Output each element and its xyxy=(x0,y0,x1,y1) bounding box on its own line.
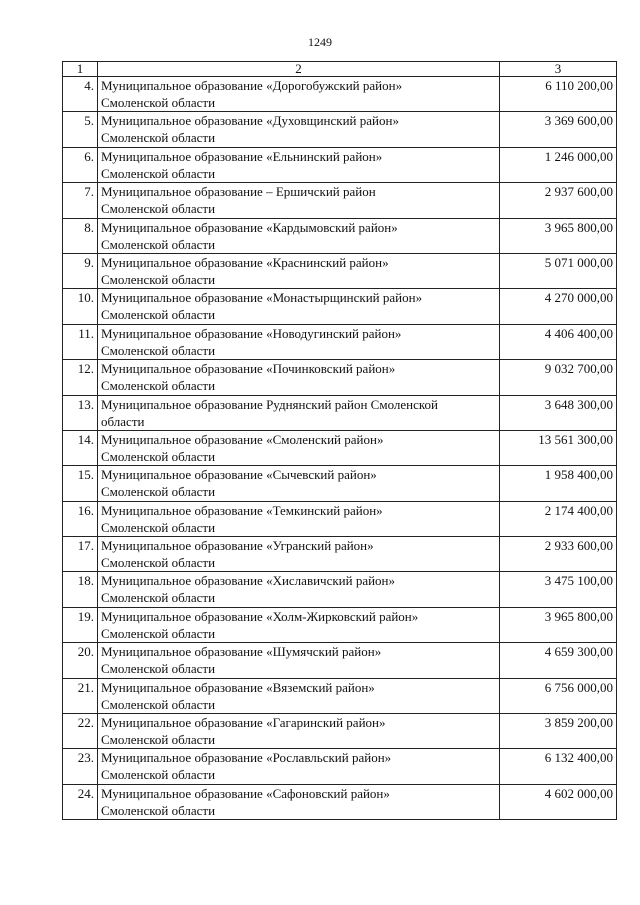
row-number: 6. xyxy=(63,147,98,182)
row-number: 18. xyxy=(63,572,98,607)
allocation-amount: 6 756 000,00 xyxy=(500,678,617,713)
allocation-amount: 3 965 800,00 xyxy=(500,218,617,253)
row-number: 16. xyxy=(63,501,98,536)
allocation-amount: 9 032 700,00 xyxy=(500,360,617,395)
table-row xyxy=(63,77,617,112)
allocation-amount: 3 475 100,00 xyxy=(500,572,617,607)
page-number: 1249 xyxy=(308,35,332,49)
municipality-name: Муниципальное образование «Монастырщинский район» Смоленской области xyxy=(98,289,500,324)
table-row xyxy=(63,289,617,324)
allocation-amount: 3 859 200,00 xyxy=(500,714,617,749)
allocation-amount: 3 369 600,00 xyxy=(500,112,617,147)
table-row xyxy=(63,112,617,147)
table-body xyxy=(63,77,617,820)
municipality-name: Муниципальное образование «Ельнинский район» Смоленской области xyxy=(98,147,500,182)
allocation-amount: 6 132 400,00 xyxy=(500,749,617,784)
allocation-amount: 4 659 300,00 xyxy=(500,643,617,678)
municipality-name: Муниципальное образование «Сычевский район» Смоленской области xyxy=(98,466,500,501)
table-row xyxy=(63,643,617,678)
allocation-amount: 5 071 000,00 xyxy=(500,253,617,288)
table-row xyxy=(63,678,617,713)
row-number: 12. xyxy=(63,360,98,395)
municipality-name: Муниципальное образование «Починковский район» Смоленской области xyxy=(98,360,500,395)
municipality-name: Муниципальное образование «Угранский район» Смоленской области xyxy=(98,537,500,572)
column-header-name: 2 xyxy=(98,62,500,77)
allocation-amount: 3 965 800,00 xyxy=(500,607,617,642)
row-number: 4. xyxy=(63,77,98,112)
municipality-name: Муниципальное образование «Рославльский район» Смоленской области xyxy=(98,749,500,784)
allocation-amount: 2 174 400,00 xyxy=(500,501,617,536)
table-row xyxy=(63,607,617,642)
column-header-amount: 3 xyxy=(500,62,617,77)
allocation-amount: 6 110 200,00 xyxy=(500,77,617,112)
municipality-name: Муниципальное образование «Холм-Жирковский район» Смоленской области xyxy=(98,607,500,642)
municipality-name: Муниципальное образование Руднянский район Смоленской области xyxy=(98,395,500,430)
row-number: 15. xyxy=(63,466,98,501)
row-number: 17. xyxy=(63,537,98,572)
municipality-name: Муниципальное образование «Смоленский район» Смоленской области xyxy=(98,430,500,465)
table-row xyxy=(63,183,617,218)
table-row xyxy=(63,218,617,253)
row-number: 14. xyxy=(63,430,98,465)
row-number: 21. xyxy=(63,678,98,713)
municipality-name: Муниципальное образование «Новодугинский район» Смоленской области xyxy=(98,324,500,359)
row-number: 11. xyxy=(63,324,98,359)
row-number: 5. xyxy=(63,112,98,147)
allocation-amount: 3 648 300,00 xyxy=(500,395,617,430)
municipality-name: Муниципальное образование «Краснинский район» Смоленской области xyxy=(98,253,500,288)
row-number: 20. xyxy=(63,643,98,678)
allocation-amount: 1 958 400,00 xyxy=(500,466,617,501)
column-header-number: 1 xyxy=(63,62,98,77)
row-number: 23. xyxy=(63,749,98,784)
table-header-row xyxy=(63,62,617,77)
allocation-amount: 2 937 600,00 xyxy=(500,183,617,218)
table-row xyxy=(63,324,617,359)
table-row xyxy=(63,430,617,465)
row-number: 22. xyxy=(63,714,98,749)
municipality-name: Муниципальное образование «Дорогобужский район» Смоленской области xyxy=(98,77,500,112)
municipality-name: Муниципальное образование «Темкинский район» Смоленской области xyxy=(98,501,500,536)
municipality-name: Муниципальное образование «Вяземский район» Смоленской области xyxy=(98,678,500,713)
allocation-amount: 2 933 600,00 xyxy=(500,537,617,572)
row-number: 19. xyxy=(63,607,98,642)
row-number: 10. xyxy=(63,289,98,324)
row-number: 9. xyxy=(63,253,98,288)
table-row xyxy=(63,147,617,182)
table-row xyxy=(63,395,617,430)
table-row xyxy=(63,360,617,395)
row-number: 24. xyxy=(63,784,98,819)
table-row xyxy=(63,749,617,784)
allocation-amount: 4 270 000,00 xyxy=(500,289,617,324)
row-number: 7. xyxy=(63,183,98,218)
allocation-amount: 1 246 000,00 xyxy=(500,147,617,182)
municipality-name: Муниципальное образование «Духовщинский район» Смоленской области xyxy=(98,112,500,147)
allocation-amount: 4 602 000,00 xyxy=(500,784,617,819)
allocation-amount: 13 561 300,00 xyxy=(500,430,617,465)
table-row xyxy=(63,714,617,749)
row-number: 8. xyxy=(63,218,98,253)
table-row xyxy=(63,253,617,288)
municipality-name: Муниципальное образование «Гагаринский район» Смоленской области xyxy=(98,714,500,749)
municipality-name: Муниципальное образование «Шумячский район» Смоленской области xyxy=(98,643,500,678)
table-row xyxy=(63,572,617,607)
municipality-name: Муниципальное образование – Ершичский район Смоленской области xyxy=(98,183,500,218)
row-number: 13. xyxy=(63,395,98,430)
table-row xyxy=(63,537,617,572)
table-row xyxy=(63,501,617,536)
municipality-name: Муниципальное образование «Кардымовский район» Смоленской области xyxy=(98,218,500,253)
table-row xyxy=(63,466,617,501)
municipality-name: Муниципальное образование «Хиславичский район» Смоленской области xyxy=(98,572,500,607)
table-row xyxy=(63,784,617,819)
allocation-amount: 4 406 400,00 xyxy=(500,324,617,359)
allocation-table xyxy=(62,61,617,820)
municipality-name: Муниципальное образование «Сафоновский район» Смоленской области xyxy=(98,784,500,819)
